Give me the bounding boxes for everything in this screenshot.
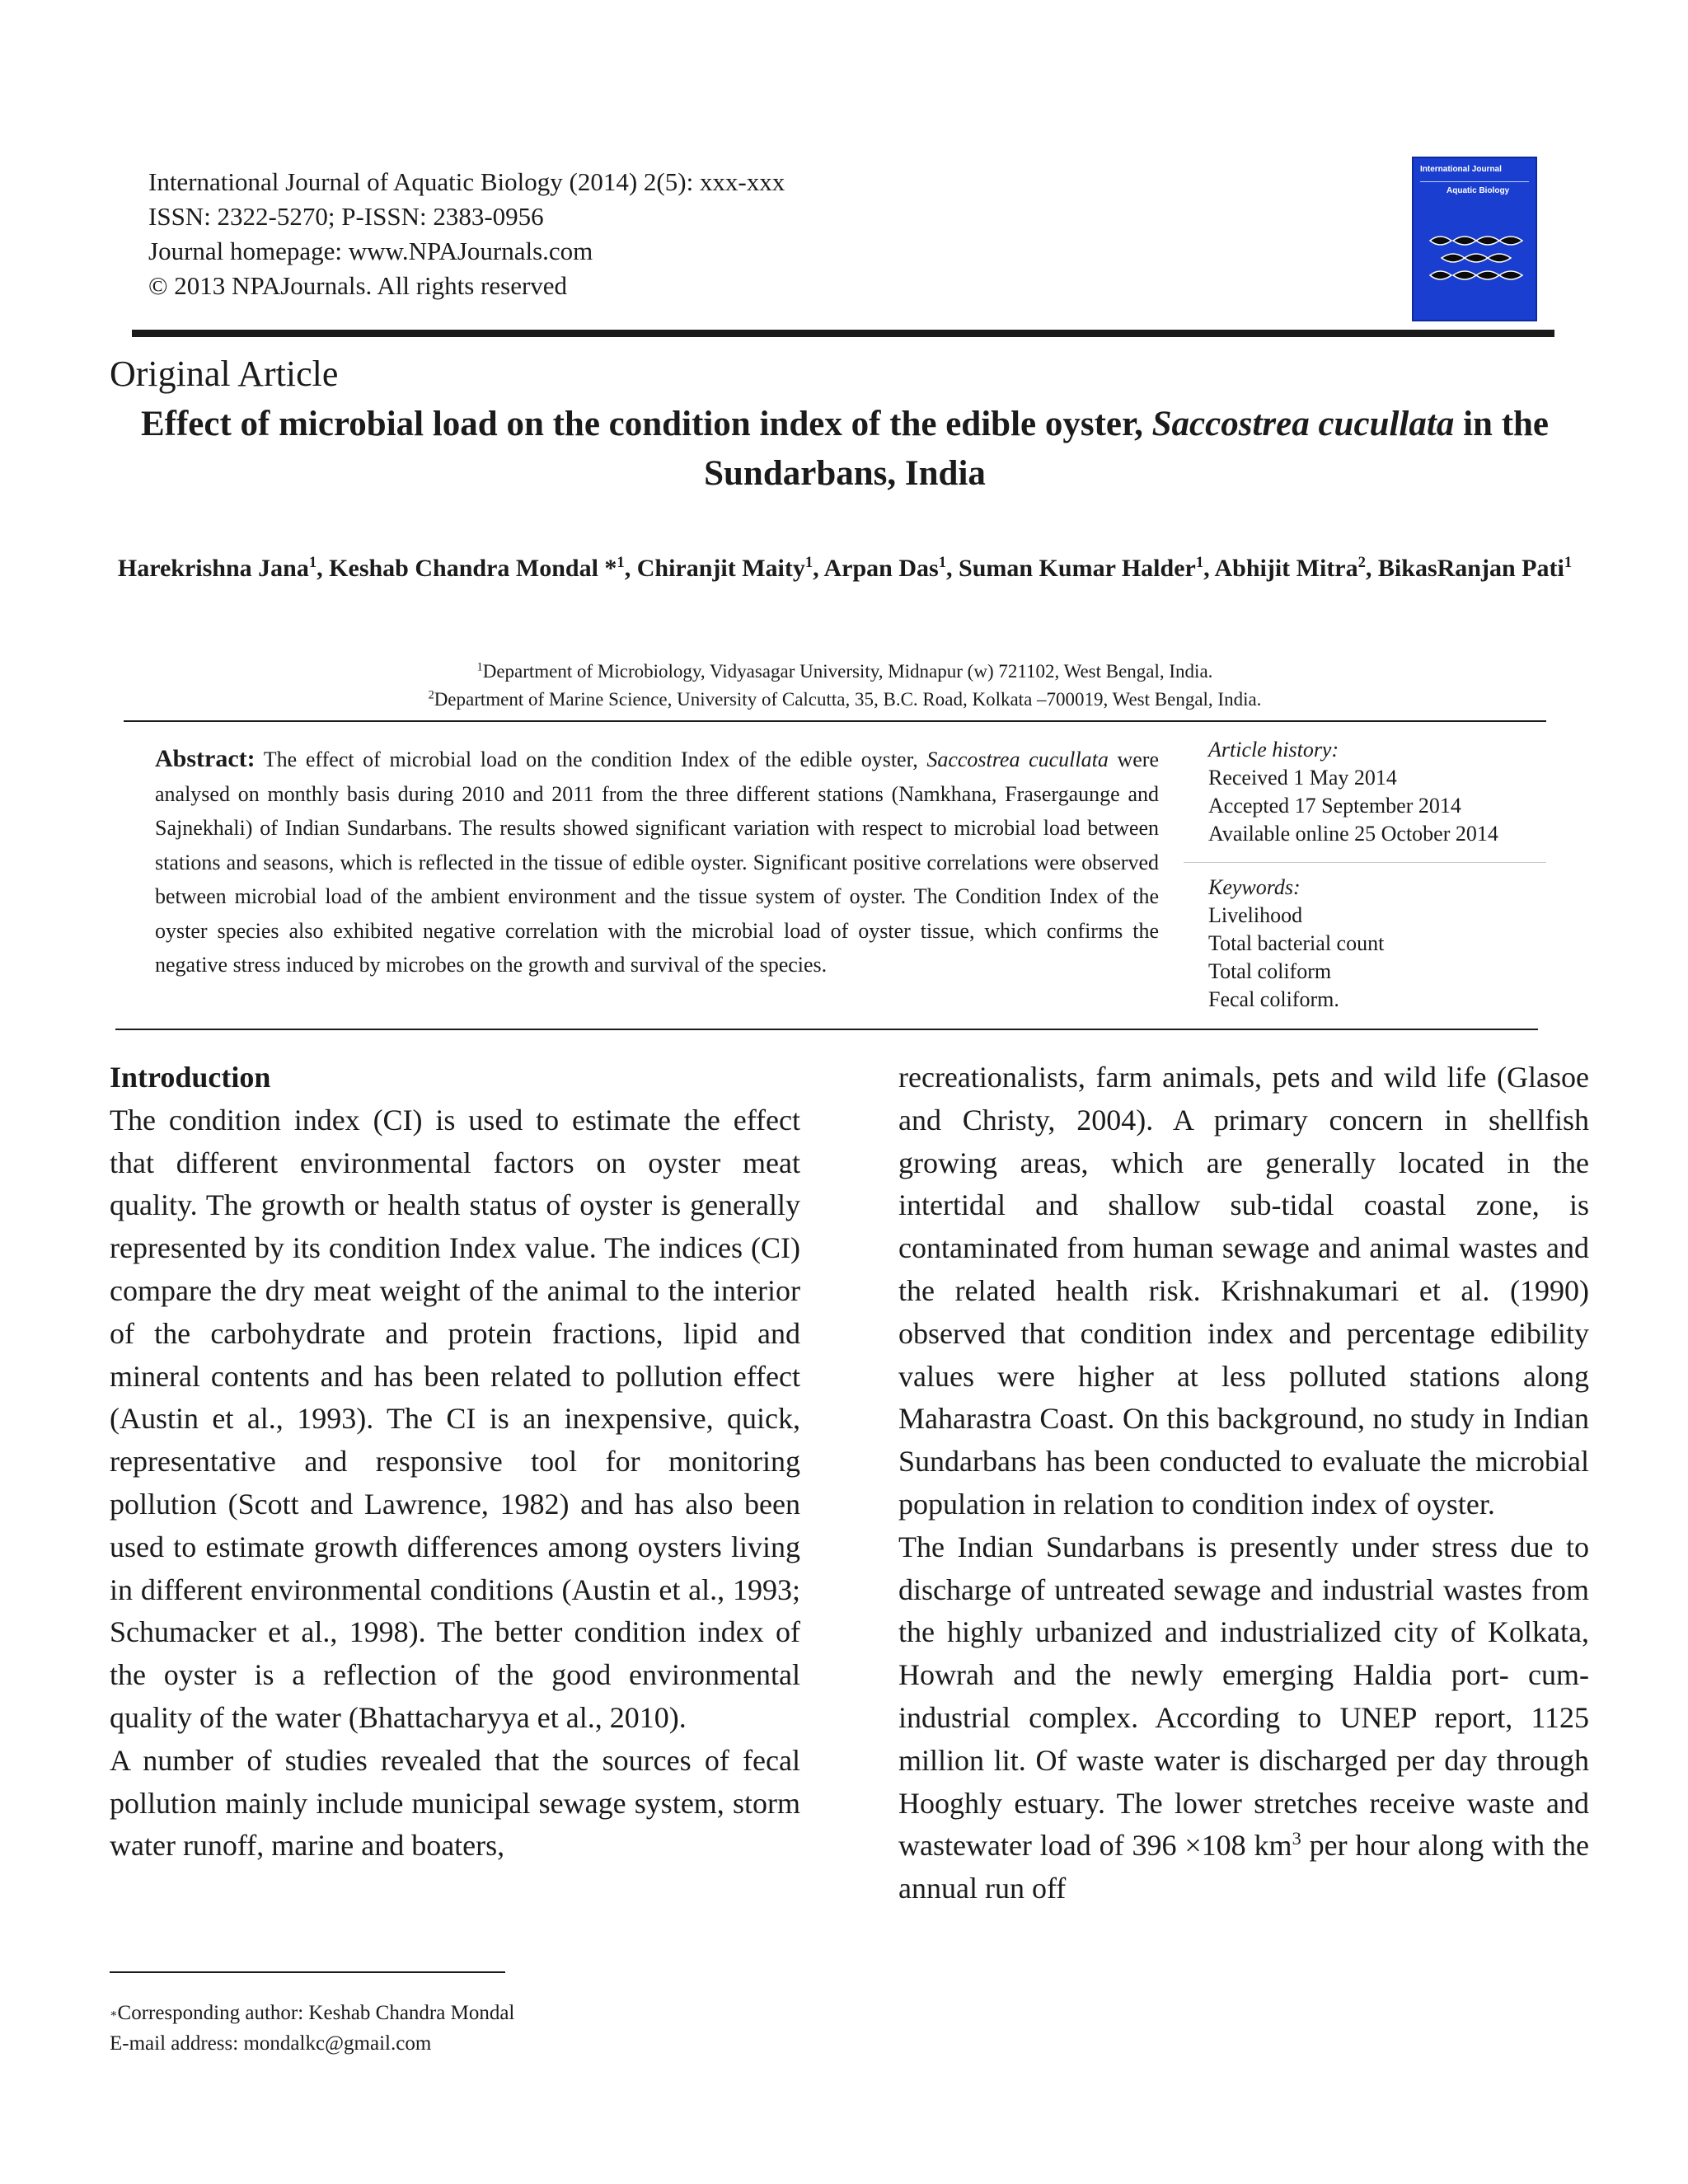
paragraph-text-end: per hour along with the annual run off — [898, 1829, 1590, 1905]
keyword: Total bacterial count — [1208, 931, 1385, 955]
affiliation: $^2$Department of Marine Science, University of Calcutta, 35, B.C. Road, Kolkata –700019, West Bengal, India. — [428, 688, 1262, 710]
history-online: Available online 25 October 2014 — [1208, 822, 1498, 846]
journal-homepage: Journal homepage: www.NPAJournals.com — [148, 237, 593, 265]
article-title — [107, 400, 1582, 499]
body-column-right — [898, 1057, 1589, 1910]
article-history — [1208, 736, 1554, 848]
keywords-label: Keywords: — [1208, 875, 1301, 899]
journal-name: International Journal of Aquatic Biology — [148, 167, 563, 196]
body-column-left — [110, 1057, 800, 1868]
title-species: Saccostrea cucullata — [1151, 405, 1455, 443]
abstract-species: Saccostrea cucullata — [926, 748, 1109, 771]
footnote-rule — [110, 1971, 505, 1973]
journal-citation-line — [148, 165, 1220, 199]
author: Harekrishna Jana$^1$, — [117, 554, 330, 582]
paragraph-text: The Indian Sundarbans is presently under stress due to discharge of untreated sewage and industrial wastes from the highly urbanized and industrialized city of Kolkata, Howrah and the newly emerging Haldia port- cum- industrial complex. According to UNEP report, 1125 million lit. Of waste water is discharged per day through Hooghly estuary. The lower stretches receive waste and wastewater load of 396 ×108 km — [898, 1530, 1589, 1863]
abstract — [155, 742, 1159, 982]
keyword: Fecal coliform. — [1208, 987, 1339, 1011]
author: Abhijit Mitra$^2$, — [1214, 554, 1378, 582]
journal-citation: (2014) 2(5): xxx-xxx — [562, 167, 785, 196]
introduction-heading: Introduction — [110, 1061, 271, 1094]
keywords — [1208, 874, 1554, 1014]
article-type: Original Article — [110, 354, 339, 394]
title-text-1: Effect of microbial load on the condition index of the edible oyster, — [140, 405, 1152, 443]
abstract-label: Abstract: — [155, 745, 256, 772]
abstract-text-1: The effect of microbial load on the condition Index of the edible oyster, — [255, 748, 927, 771]
author: Keshab Chandra Mondal *$^1$, — [329, 554, 637, 582]
author: Arpan Das$^1$, — [823, 554, 959, 582]
keyword: Total coliform — [1208, 959, 1332, 983]
sidebar-divider — [1184, 862, 1546, 863]
body-paragraph: A number of studies revealed that the sources of fecal pollution mainly include municipal sewage system, storm water runoff, marine and boaters, — [110, 1743, 800, 1863]
history-accepted: Accepted 17 September 2014 — [1208, 794, 1461, 818]
cover-rule — [1420, 181, 1529, 182]
affiliations — [107, 658, 1582, 714]
body-paragraph — [898, 1526, 1589, 1910]
abstract-top-rule — [124, 720, 1546, 722]
cover-subtitle: Aquatic Biology — [1447, 186, 1510, 195]
fish-pattern-icon — [1428, 231, 1524, 285]
header-rule — [132, 330, 1554, 337]
cover-title: International Journal — [1420, 165, 1502, 174]
author: Suman Kumar Halder$^1$, — [959, 554, 1215, 582]
keyword: Livelihood — [1208, 903, 1303, 927]
footnote — [110, 1999, 514, 2059]
footnote-email: E-mail address: mondalkc@gmail.com — [110, 2032, 432, 2055]
affiliation: $^1$Department of Microbiology, Vidyasagar University, Midnapur (w) 721102, West Bengal, India. — [476, 660, 1213, 682]
journal-copyright: © 2013 NPAJournals. All rights reserved — [148, 271, 568, 300]
title-text-2: in the Sundarbans, India — [704, 405, 1550, 493]
abstract-text-2: were analysed on monthly basis during 2010 and 2011 from the three different stations (Namkhana, Frasergaunge and Sajnekhali) of Indian Sundarbans. The results showed significant variation with respect to microbial load between stations and seasons, which is reflected in the tissue of edible oyster. Significant positive correlations were observed between microbial load of the ambient environment and the tissue system of oyster. The Condition Index of the oyster species also exhibited negative correlation with the microbial load of oyster tissue, which confirms the negative stress induced by microbes on the growth and survival of the species. — [155, 748, 1159, 977]
body-paragraph: recreationalists, farm animals, pets and wild life (Glasoe and Christy, 2004). A primary concern in shellfish growing areas, which are generally located in the intertidal and shallow sub-tidal coastal zone, is contaminated from human sewage and animal wastes and the related health risk. Krishnakumari et al. (1990) observed that condition index and percentage edibility values were higher at less polluted stations along Maharastra Coast. On this background, no study in Indian Sundarbans has been conducted to evaluate the microbial population in relation to condition index of oyster. — [898, 1061, 1589, 1521]
author: BikasRanjan Pati$^1$ — [1377, 554, 1573, 582]
article-history-label: Article history: — [1208, 738, 1339, 762]
abstract-bottom-rule — [115, 1029, 1538, 1030]
journal-info — [148, 165, 1220, 303]
journal-issn: ISSN: 2322-5270; P-ISSN: 2383-0956 — [148, 202, 544, 231]
author: Chiranjit Maity$^1$, — [636, 554, 824, 582]
body-paragraph: The condition index (CI) is used to estimate the effect that different environmental factors on oyster meat quality. The growth or health status of oyster is generally represented by its condition Index value. The indices (CI) compare the dry meat weight of the animal to the interior of the carbohydrate and protein fractions, lipid and mineral contents and has been related to pollution effect (Austin et al., 1993). The CI is an inexpensive, quick, representative and responsive tool for monitoring pollution (Scott and Lawrence, 1982) and has also been used to estimate growth differences among oysters living in different environmental conditions (Austin et al., 1993; Schumacker et al., 1998). The better condition index of the oyster is a reflection of the good environmental quality of the water (Bhattacharyya et al., 2010). — [110, 1103, 800, 1734]
footnote-corresponding: ∗Corresponding author: Keshab Chandra Mondal — [110, 2002, 515, 2024]
journal-cover-image — [1412, 157, 1537, 321]
history-received: Received 1 May 2014 — [1208, 766, 1397, 790]
asterisk-icon: ∗ — [110, 2008, 118, 2021]
superscript: 3 — [1292, 1828, 1301, 1849]
author-list — [107, 551, 1582, 587]
